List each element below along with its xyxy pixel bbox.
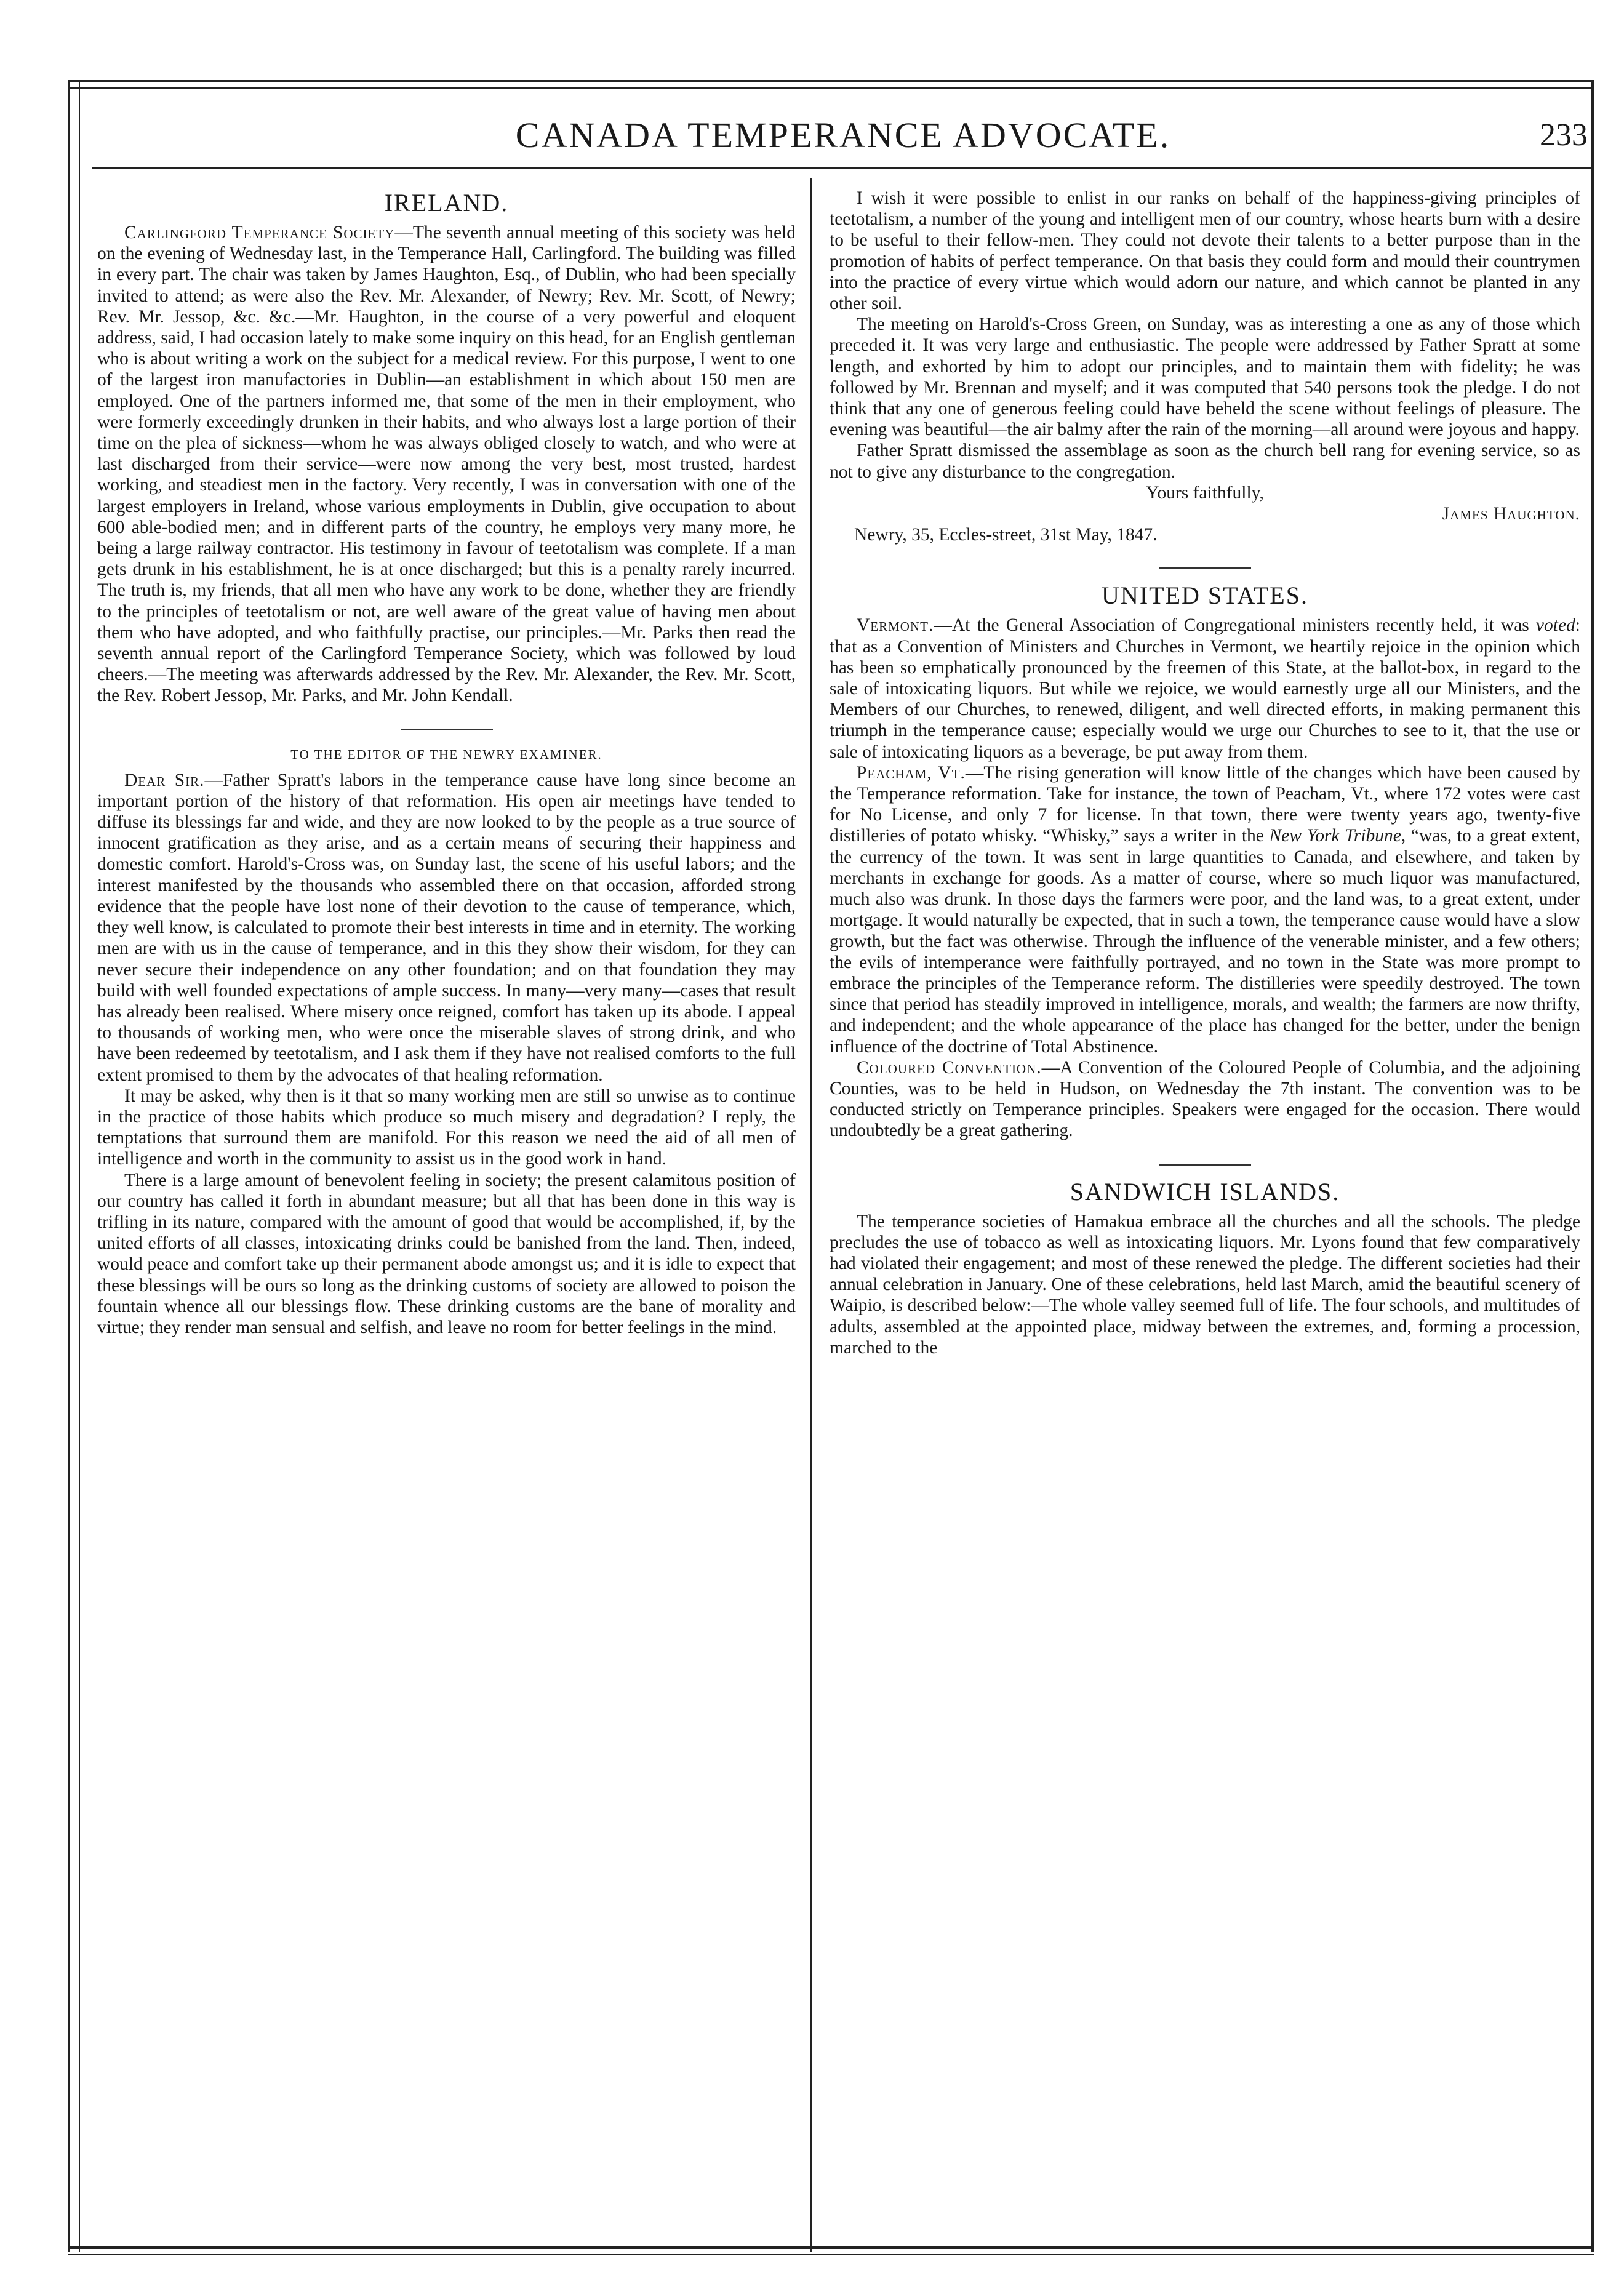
letter-paragraph-2: It may be asked, why then is it that so many working men are still so unwise as to continue in the practice of those habits which produce so much misery and degradation? I reply, the temptations that surround them are manifold. For this reason we need the aid of all men of intelligence and worth in the community to assist us in the good work in hand. xyxy=(97,1086,796,1169)
vermont-body-2: : that as a Convention of Ministers and Churches in Vermont, we heartily rejoice in the opinion which has been so emphatically pronounced by the freemen of this State, at the ballot-box, in regard to the sale of intoxicating liquors. But while we rejoice, we would earnestly urge all our Ministers, and the Members of our Churches, to renewed, diligent, and well directed efforts, in making permanent this triumph in the temperance cause; especially would we urge our Churches to see to it, that the use or sale of intoxicating liquors as a beverage, be put away from them. xyxy=(830,615,1580,762)
top-border-rule-inner xyxy=(68,87,1594,89)
carlingford-paragraph xyxy=(97,222,796,706)
sandwich-paragraph: The temperance societies of Hamakua embrace all the churches and all the schools. The pledge precludes the use of tobacco as well as intoxicating liquors. Mr. Lyons found that few comparatively had violated their engagement; and most of these renewed the pledge. The different societies had their annual celebration in January. One of these celebrations, held last March, amid the beautiful scenery of Waipio, is described below:—The whole valley seemed full of life. The four schools, and multitudes of adults, assembled at the appointed place, midway between the extremes, and, forming a procession, marched to the xyxy=(830,1211,1580,1358)
letter-signature: James Haughton. xyxy=(1442,504,1580,524)
left-border-rule-inner xyxy=(79,80,80,2252)
letter-dateline: Newry, 35, Eccles-street, 31st May, 1847. xyxy=(854,525,1158,545)
coloured-body: —A Convention of the Coloured People of Columbia, and the adjoining Counties, was to be held in Hudson, on Wednesday the 7th instant. The convention was to be conducted strictly on Temperance principles. Speakers were engaged for the occasion. There would undoubtedly be a great gathering. xyxy=(830,1057,1580,1141)
peacham-body-1: —The rising generation will know little of the changes which have been caused by the Temperance reformation. Take for instance, the town of Peacham, Vt., where 172 votes were cast for No License, and only 7 for license. In that town, there were twenty years ago, twenty-five distilleries of potato whisky. “Whisky,” says a writer in the xyxy=(830,762,1580,846)
page-header xyxy=(92,111,1594,160)
vermont-lead: Vermont. xyxy=(857,615,934,636)
section-separator xyxy=(401,729,493,730)
peacham-paragraph xyxy=(830,762,1580,1057)
letter-p1-body: —Father Spratt's labors in the temperance cause have long since become an important portion of the history of that reformation. His open air meetings have tended to diffuse its blessings far and wide, and they are now looked to by the people as a true source of innocent gratification as they arise, and as a certain means of securing their happiness and domestic comfort. Harold's-Cross was, on Sunday last, the scene of his useful labors; and the interest manifested by the thousands who assembled there on that occasion, afforded strong evidence that the people have lost none of their devotion to the cause of temperance, which, they well know, is calculated to promote their best interests in time and in eternity. The working men are with us in the cause of temperance, and in this they show their wisdom, for they can never secure their independence on any other foundation; and on that foundation they may build with well founded expectations of ample success. In many—very many—cases that result has already been realised. Where misery once reigned, comfort has taken up its abode. I appeal to thousands of working men, who were once the miserable slaves of strong drink, and who have been redeemed by teetotalism, and I ask them if they have not realised comforts to the full extent promised to them by the advocates of that healing reformation. xyxy=(97,770,796,1085)
letter-heading: TO THE EDITOR OF THE NEWRY EXAMINER. xyxy=(290,746,602,762)
carlingford-lead: Carlingford Temperance Society xyxy=(124,223,395,242)
vermont-body-1: —At the General Association of Congregational ministers recently held, it was xyxy=(934,615,1536,636)
letter-paragraph-1 xyxy=(97,770,796,1086)
vermont-voted: voted xyxy=(1535,615,1575,636)
section-separator xyxy=(1159,567,1251,569)
peacham-lead: Peacham, Vt. xyxy=(857,762,966,783)
left-column xyxy=(97,188,796,1338)
letter-paragraph-5: The meeting on Harold's-Cross Green, on Sunday, was as interesting a one as any of those which preceded it. It was very large and enthusiastic. The people were addressed by Father Spratt at some length, and exhorted by him to adopt our principles, and to maintain them with fidelity; he was followed by Mr. Brennan and myself; and it was computed that 540 persons took the pledge. I do not think that any one of generous feeling could have beheld the scene without feelings of pleasure. The evening was beautiful—the air balmy after the rain of the morning—all around were joyous and happy. xyxy=(830,314,1580,440)
bottom-border-rule xyxy=(68,2246,1594,2249)
top-border-rule xyxy=(68,80,1594,82)
right-column xyxy=(830,188,1580,1358)
left-border-rule xyxy=(68,80,70,2252)
peacham-newspaper-name: New York Tribune xyxy=(1269,826,1401,846)
coloured-convention-paragraph xyxy=(830,1057,1580,1142)
carlingford-body: —The seventh annual meeting of this society was held on the evening of Wednesday last, in the Temperance Hall, Carlingford. The building was filled in every part. The chair was taken by James Haughton, Esq., of Dublin, who had been specially invited to attend; as were also the Rev. Mr. Alexander, of Newry; Rev. Mr. Scott, of Newry; Rev. Mr. Jessop, &c. &c.—Mr. Haughton, in the course of a very powerful and eloquent address, said, I had occasion lately to make some inquiry on this head, for an English gentleman who is about writing a work on the subject for a medical review. For this purpose, I went to one of the largest iron manufactories in Dublin—an establishment in which about 150 men are employed. One of the partners informed me, that some of the men in their employment, who were formerly exceedingly drunken in their habits, and who always lost a large portion of their time on the plea of sickness—whom he was always obliged closely to watch, and who were at last discharged from their service—were now among the very best, most trusted, hardest working, and steadiest men in the factory. Very recently, I was in conversation with one of the largest employers in Ireland, whose various employments in Dublin, give occupation to about 600 able-bodied men; and in different parts of the country, he employs very many more, he being a large railway contractor. His testimony in favour of teetotalism was complete. If a man gets drunk in his establishment, he is at once discharged; but this is a penalty rarely incurred. The truth is, my friends, that all men who have any work to be done, whether they are friendly to the principles of teetotalism or not, are well aware of the great value of having men about them who have adopted, and who faithfully practise, our principles.—Mr. Parks then read the seventh annual report of the Carlingford Temperance Society, which was followed by loud cheers.—The meeting was afterwards addressed by the Rev. Mr. Alexander, the Rev. Mr. Scott, the Rev. Robert Jessop, Mr. Parks, and Mr. John Kendall. xyxy=(97,223,796,706)
page-number: 233 xyxy=(1540,118,1588,153)
letter-paragraph-6: Father Spratt dismissed the assemblage as soon as the church bell rang for evening service, so as not to give any disturbance to the congregation. xyxy=(830,441,1580,482)
section-separator xyxy=(1159,1164,1251,1166)
header-underline-rule xyxy=(92,167,1594,169)
letter-paragraph-4: I wish it were possible to enlist in our ranks on behalf of the happiness-giving principles of teetotalism, a number of the young and intelligent men of our country, whose hearts burn with a desire to be useful to their fellow-men. They could not devote their talents to a better purpose than in the promotion of habits of perfect temperance. On that basis they could form and mould their countrymen into the practice of every virtue which would adorn our nature, and which cannot be planted in any other soil. xyxy=(830,188,1580,314)
letter-closing: Yours faithfully, xyxy=(1146,482,1264,503)
letter-paragraph-3: There is a large amount of benevolent feeling in society; the present calamitous position of our country has called it forth in abundant measure; but all that has been done in this way is trifling in its nature, compared with the amount of good that would be accomplished, if, by the united efforts of all classes, intoxicating drinks could be banished from the land. Then, indeed, would peace and comfort take up their permanent abode amongst us; and it is idle to expect that these blessings will be ours so long as the drinking customs of society are allowed to poison the fountain whence all our blessings flow. These drinking customs are the bane of morality and virtue; they render man sensual and selfish, and leave no room for better feelings in the mind. xyxy=(97,1170,796,1337)
peacham-body-2: , “was, to a great extent, the currency of the town. It was sent in large quantities to Canada, and elsewhere, and taken by merchants in exchange for goods. As a matter of course, where so much liquor was manufactured, much also was drunk. In those days the farmers were poor, and the land was, to a great extent, under mortgage. It would naturally be expected, that in such a town, the temperance cause would have a slow growth, but the fact was otherwise. Through the influence of the venerable minister, and a few others; the evils of intemperance were faithfully portrayed, and no town in the State was more prompt to embrace the principles of the Temperance reform. The distilleries were speedily destroyed. The town since that period has steadily improved in intelligence, morals, and wealth; the farmers are now thrifty, and independent; and the whole appearance of the place has changed for the better, under the benign influence of the doctrine of Total Abstinence. xyxy=(830,826,1580,1057)
sandwich-islands-heading: SANDWICH ISLANDS. xyxy=(1070,1177,1340,1206)
running-title: CANADA TEMPERANCE ADVOCATE. xyxy=(515,115,1171,155)
right-border-rule xyxy=(1591,80,1594,2252)
vermont-paragraph xyxy=(830,615,1580,762)
bottom-border-rule-inner xyxy=(68,2254,1594,2255)
ireland-heading: IRELAND. xyxy=(384,189,509,217)
letter-salutation: Dear Sir. xyxy=(124,770,205,790)
coloured-lead: Coloured Convention. xyxy=(857,1057,1042,1078)
column-divider xyxy=(810,178,812,2252)
united-states-heading: UNITED STATES. xyxy=(1102,582,1308,610)
